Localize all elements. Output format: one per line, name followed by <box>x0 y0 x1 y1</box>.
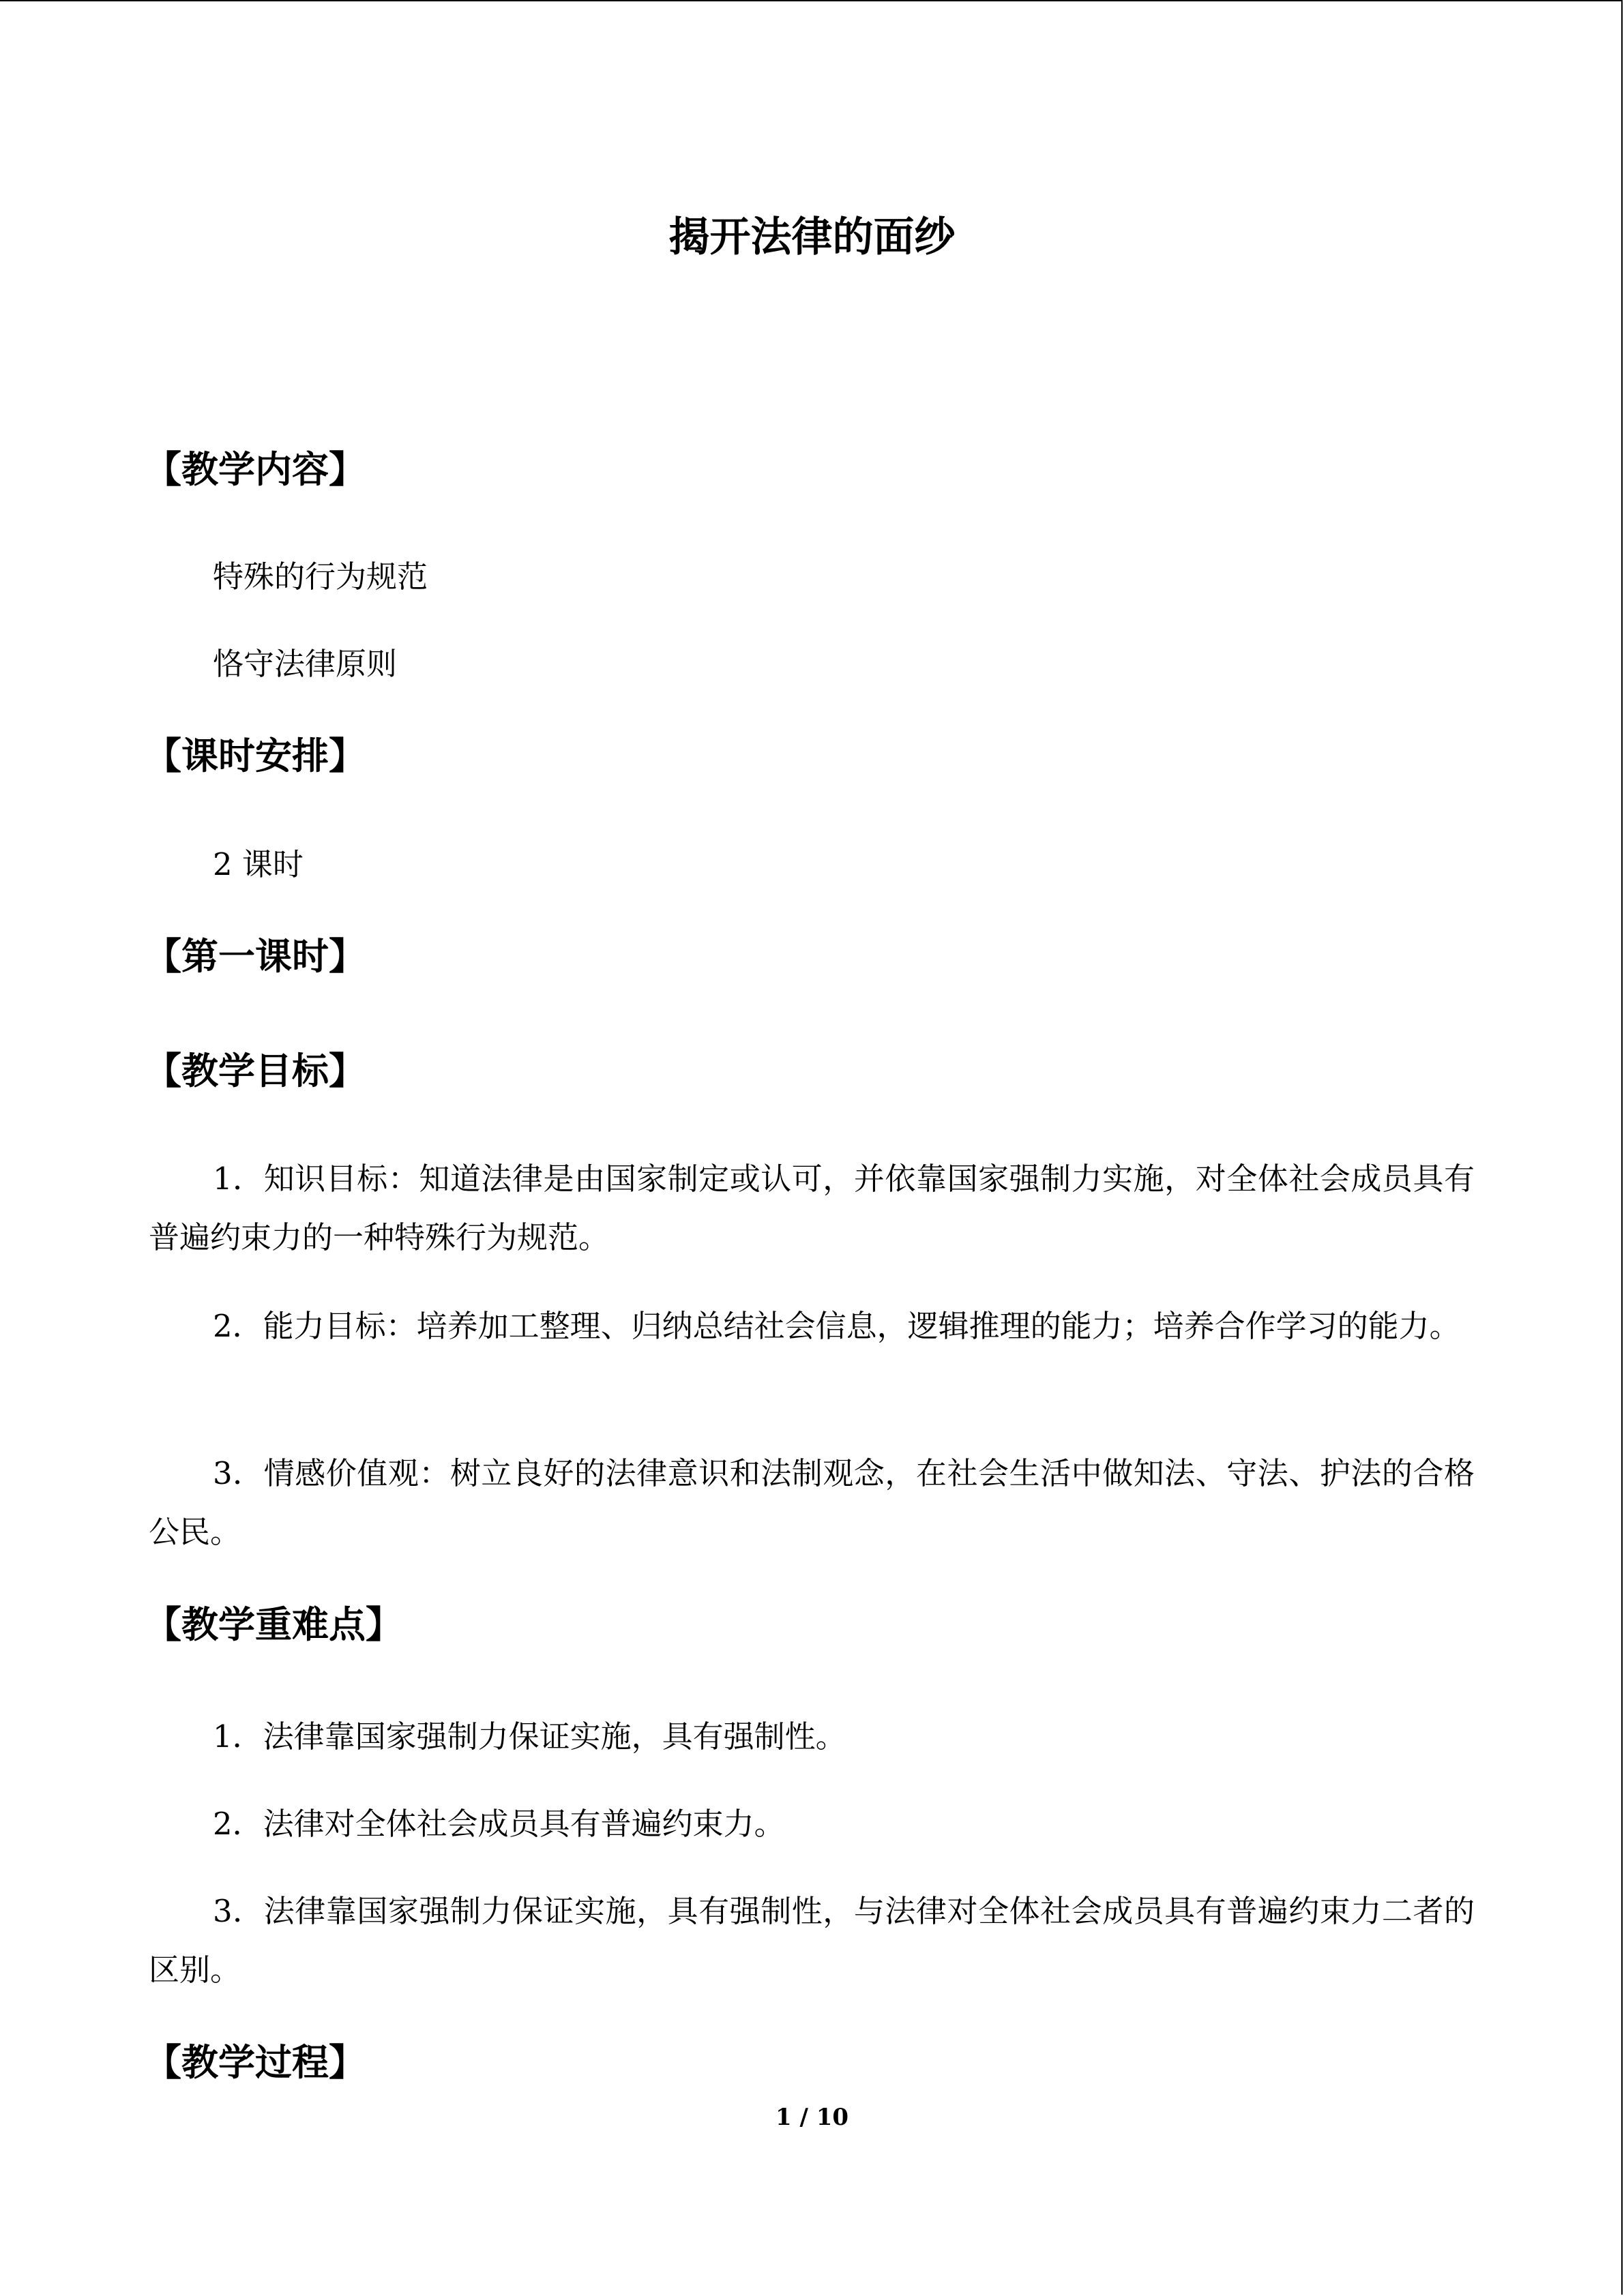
content-item-2: 恪守法律原则 <box>213 646 398 682</box>
key-point-2: 2．法律对全体社会成员具有普遍约束力。 <box>213 1806 785 1842</box>
goal-item-2: 2．能力目标：培养加工整理、归纳总结社会信息，逻辑推理的能力；培养合作学习的能力。 <box>213 1308 1460 1344</box>
goal-item-1: 1．知识目标：知道法律是由国家制定或认可，并依靠国家强制力实施，对全体社会成员具有普遍约束力的一种特殊行为规范。 <box>149 1161 1475 1255</box>
heading-process: 【教学过程】 <box>145 2041 366 2084</box>
heading-schedule: 【课时安排】 <box>145 734 366 777</box>
page-number: 1 / 10 <box>775 2104 849 2131</box>
heading-key-points: 【教学重难点】 <box>145 1603 402 1646</box>
heading-teaching-content: 【教学内容】 <box>145 448 366 491</box>
heading-lesson-one: 【第一课时】 <box>145 935 366 978</box>
key-point-3: 3．法律靠国家强制力保证实施，具有强制性，与法律对全体社会成员具有普遍约束力二者的区别。 <box>149 1893 1475 1988</box>
schedule-text: 2 课时 <box>213 846 304 882</box>
document-title: 揭开法律的面纱 <box>668 213 956 261</box>
goal-item-3: 3．情感价值观：树立良好的法律意识和法制观念，在社会生活中做知法、守法、护法的合格公民。 <box>149 1455 1475 1550</box>
key-point-1: 1．法律靠国家强制力保证实施，具有强制性。 <box>213 1718 846 1755</box>
content-item-1: 特殊的行为规范 <box>213 558 428 595</box>
heading-goals: 【教学目标】 <box>145 1049 366 1092</box>
